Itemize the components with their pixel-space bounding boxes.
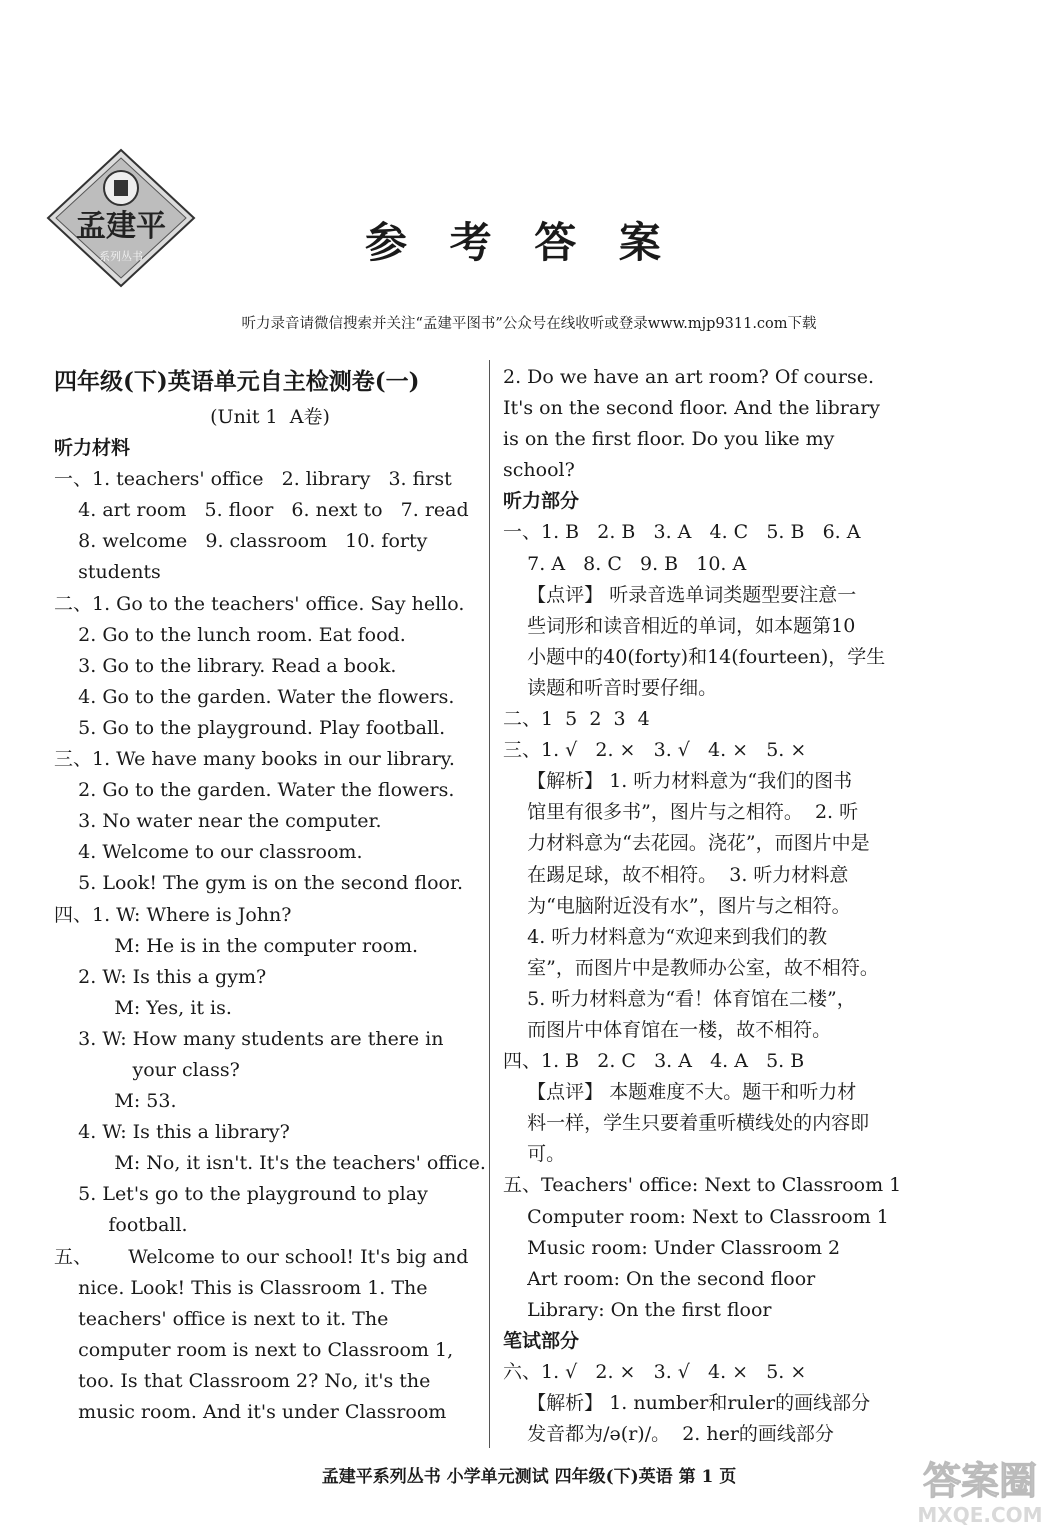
text-line: too. Is that Classroom 2? No, it's the bbox=[54, 1369, 431, 1392]
column-divider bbox=[489, 360, 490, 1448]
section-subtitle: (Unit 1 A卷) bbox=[210, 406, 330, 428]
text-line: 些词形和读音相近的单词，如本题第10 bbox=[503, 614, 856, 637]
publisher-logo bbox=[46, 148, 196, 288]
left-column bbox=[54, 362, 486, 1428]
text-line: 3. Go to the library. Read a book. bbox=[54, 654, 397, 677]
text-line: 馆里有很多书”，图片与之相符。 2. 听 bbox=[503, 801, 859, 824]
text-line: nice. Look! This is Classroom 1. The bbox=[54, 1276, 428, 1299]
text-line: 在踢足球，故不相符。 3. 听力材料意 bbox=[503, 863, 849, 886]
text-line: 读题和听音时要仔细。 bbox=[503, 676, 718, 699]
text-line: 【点评】 本题难度不大。题干和听力材 bbox=[503, 1081, 857, 1104]
text-line: Music room: Under Classroom 2 bbox=[503, 1236, 841, 1259]
page-footer: 孟建平系列丛书 小学单元测试 四年级(下)英语 第 1 页 bbox=[321, 1467, 737, 1487]
text-line: 4. art room 5. floor 6. next to 7. read bbox=[54, 499, 469, 522]
section-heading: 听力部分 bbox=[503, 490, 580, 513]
text-line: 六、1. √ 2. × 3. √ 4. × 5. × bbox=[503, 1361, 807, 1383]
text-line: 【点评】 听录音选单词类题型要注意一 bbox=[503, 583, 857, 606]
text-line: 5. Go to the playground. Play football. bbox=[54, 716, 446, 739]
text-line: 2. Go to the garden. Water the flowers. bbox=[54, 779, 455, 802]
text-line: 四、1. W: Where is John? bbox=[54, 903, 292, 926]
text-line: 发音都为/ə(r)/。 2. her的画线部分 bbox=[503, 1423, 834, 1446]
text-line: 【解析】 1. 听力材料意为“我们的图书 bbox=[503, 770, 853, 793]
text-line: 五、 Welcome to our school! It's big and bbox=[54, 1245, 469, 1268]
text-line: is on the first floor. Do you like my bbox=[503, 428, 835, 451]
text-line: football. bbox=[54, 1214, 188, 1237]
text-line: M: 53. bbox=[54, 1090, 177, 1113]
text-line: 小题中的40(forty)和14(fourteen)，学生 bbox=[503, 645, 886, 668]
text-line: 五、Teachers' office: Next to Classroom 1 bbox=[503, 1174, 902, 1197]
section-heading: 笔试部分 bbox=[503, 1329, 580, 1352]
text-line: 三、1. We have many books in our library. bbox=[54, 748, 455, 771]
text-line: 4. Welcome to our classroom. bbox=[54, 841, 363, 864]
text-line: 3. No water near the computer. bbox=[54, 810, 382, 833]
svg-text:答案圈: 答案圈 bbox=[922, 1459, 1038, 1503]
text-line: 2. Do we have an art room? Of course. bbox=[503, 366, 874, 388]
text-line: 5. Look! The gym is on the second floor. bbox=[54, 872, 463, 895]
text-line: 5. Let's go to the playground to play bbox=[54, 1183, 428, 1206]
text-line: 【解析】 1. number和ruler的画线部分 bbox=[503, 1392, 871, 1415]
page-title: 参 考 答 案 bbox=[365, 218, 675, 267]
text-line: 4. W: Is this a library? bbox=[54, 1121, 290, 1144]
text-line: computer room is next to Classroom 1, bbox=[54, 1338, 454, 1361]
text-line: school? bbox=[503, 459, 575, 482]
text-line: 7. A 8. C 9. B 10. A bbox=[503, 552, 747, 575]
text-line: your class? bbox=[54, 1058, 240, 1081]
text-line: teachers' office is next to it. The bbox=[54, 1307, 389, 1330]
text-line: 3. W: How many students are there in bbox=[54, 1027, 444, 1050]
text-line: 4. Go to the garden. Water the flowers. bbox=[54, 685, 455, 708]
svg-text:系列丛书: 系列丛书 bbox=[99, 250, 143, 263]
text-line: M: He is in the computer room. bbox=[54, 934, 419, 957]
svg-text:孟建平: 孟建平 bbox=[76, 209, 166, 244]
watermark-logo bbox=[910, 1450, 1050, 1530]
text-line: 为“电脑附近没有水”，图片与之相符。 bbox=[503, 894, 851, 917]
text-line: M: Yes, it is. bbox=[54, 996, 232, 1019]
svg-text:MXQE.COM: MXQE.COM bbox=[917, 1503, 1043, 1527]
text-line: students bbox=[54, 561, 161, 584]
text-line: 二、1. Go to the teachers' office. Say hello. bbox=[54, 592, 465, 615]
text-line: 一、1. teachers' office 2. library 3. first bbox=[54, 468, 452, 491]
text-line: 力材料意为“去花园。浇花”，而图片中是 bbox=[503, 832, 870, 855]
section-title: 四年级(下)英语单元自主检测卷(一) bbox=[54, 368, 420, 395]
text-line: Library: On the first floor bbox=[503, 1298, 772, 1321]
text-line: 四、1. B 2. C 3. A 4. A 5. B bbox=[503, 1050, 805, 1073]
text-line: music room. And it's under Classroom bbox=[54, 1401, 447, 1423]
text-line: 料一样，学生只要着重听横线处的内容即 bbox=[503, 1112, 870, 1135]
text-line: 而图片中体育馆在一楼，故不相符。 bbox=[503, 1018, 832, 1041]
text-line: 二、1 5 2 3 4 bbox=[503, 708, 650, 731]
section-heading: 听力材料 bbox=[54, 437, 131, 460]
right-column bbox=[503, 362, 923, 1450]
text-line: It's on the second floor. And the library bbox=[503, 397, 881, 420]
text-line: 可。 bbox=[503, 1143, 566, 1166]
text-line: 4. 听力材料意为“欢迎来到我们的教 bbox=[503, 925, 828, 948]
text-line: 8. welcome 9. classroom 10. forty bbox=[54, 530, 428, 553]
text-line: Computer room: Next to Classroom 1 bbox=[503, 1205, 889, 1228]
text-line: 三、1. √ 2. × 3. √ 4. × 5. × bbox=[503, 739, 807, 762]
download-notice: 听力录音请微信搜索并关注“孟建平图书”公众号在线收听或登录www.mjp9311.com下载 bbox=[241, 316, 817, 332]
text-line: 5. 听力材料意为“看！体育馆在二楼”， bbox=[503, 987, 856, 1010]
text-line: 2. Go to the lunch room. Eat food. bbox=[54, 623, 406, 646]
text-line: M: No, it isn't. It's the teachers' office. bbox=[54, 1152, 486, 1175]
text-line: 一、1. B 2. B 3. A 4. C 5. B 6. A bbox=[503, 521, 861, 544]
text-line: 室”，而图片中是教师办公室，故不相符。 bbox=[503, 956, 879, 979]
text-line: Art room: On the second floor bbox=[503, 1267, 816, 1290]
text-line: 2. W: Is this a gym? bbox=[54, 965, 267, 988]
